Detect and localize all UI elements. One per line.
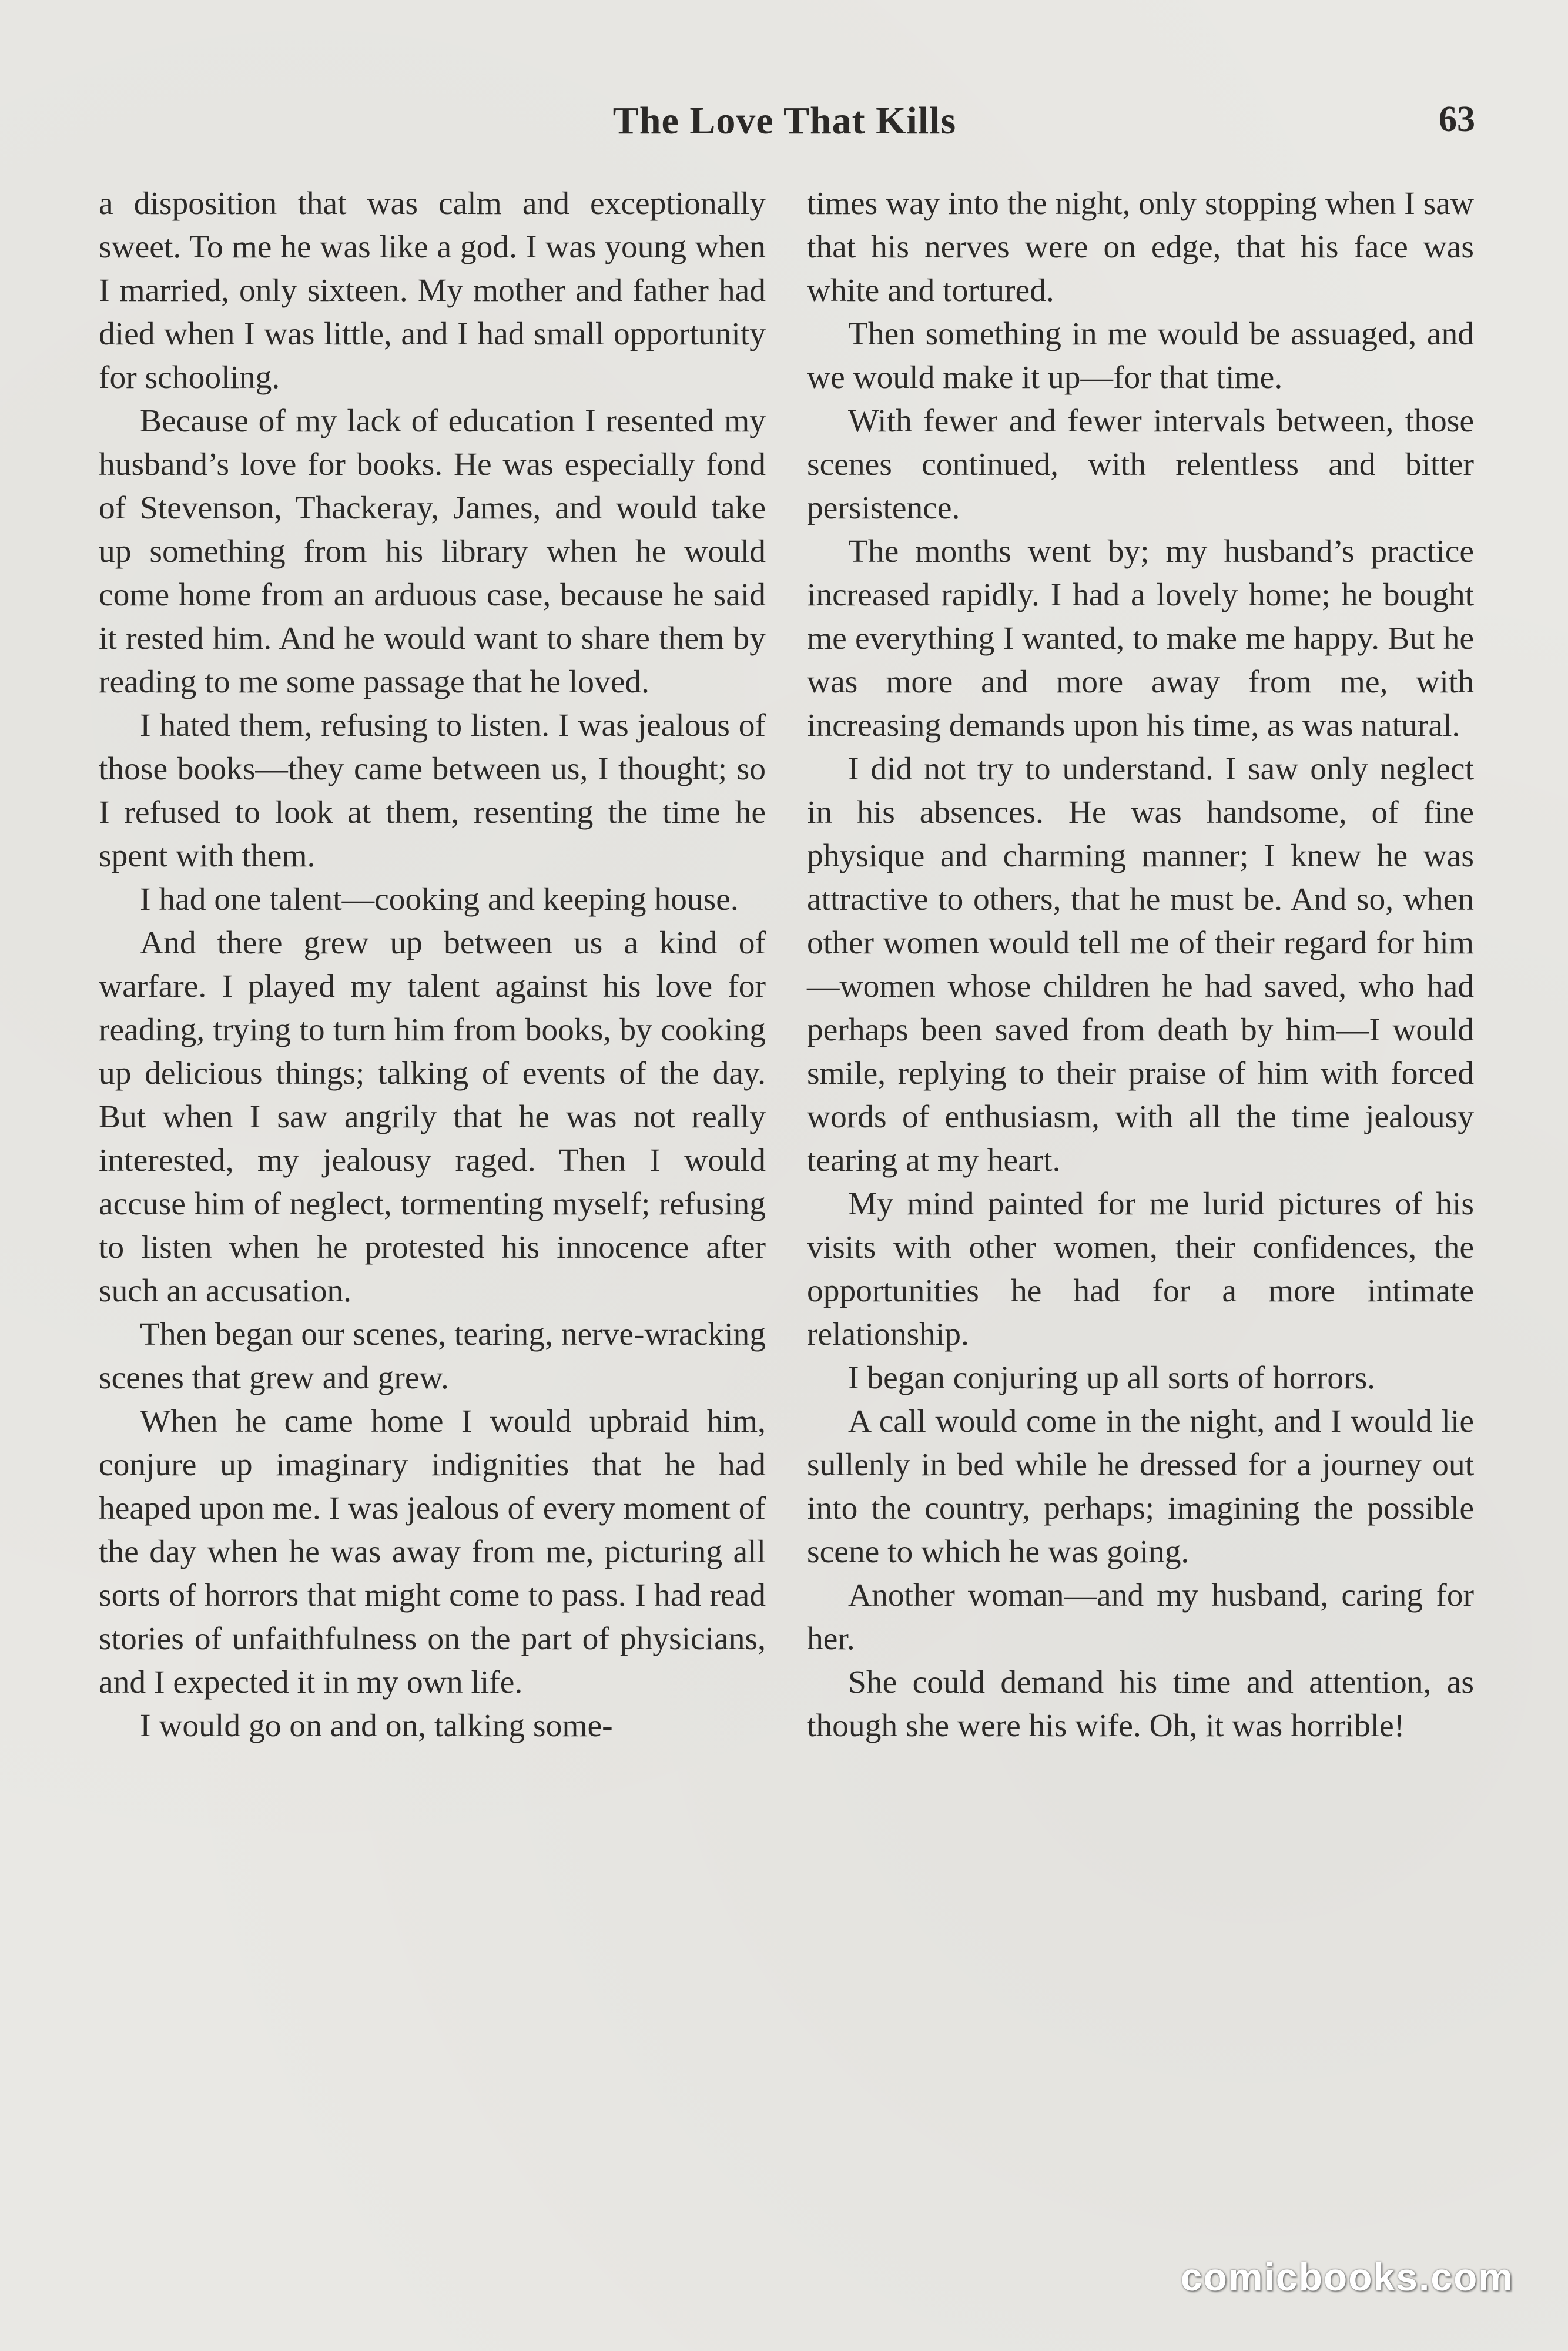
paragraph: I hated them, refusing to listen. I was jealous of those books—they came between us, I thought; so I refused to look at them, resenting the time he spent with them. [99, 708, 766, 874]
running-head [94, 88, 1475, 153]
paragraph: My mind painted for me lurid pictures of his visits with other women, their confidences, the opportunities he had for a more intimate relationship. [807, 1186, 1474, 1352]
paragraph: Then began our scenes, tearing, nerve-wracking scenes that grew and grew. [99, 1317, 766, 1396]
paragraph: I would go on and on, talking some- [140, 1708, 613, 1744]
paragraph: The months went by; my husband’s practice increased rapidly. I had a lovely home; he bought me everything I wanted, to make me happy. But he was more and more away from me, with increasing demands upon his time, as was natural. [807, 534, 1474, 744]
paragraph: With fewer and fewer intervals between, those scenes continued, with relentless and bitter persistence. [807, 403, 1474, 526]
paragraph: I had one talent—cooking and keeping house. [140, 882, 739, 917]
paragraph: Because of my lack of education I resented my husband’s love for books. He was especially fond of Stevenson, Thackeray, James, and would take up something from his library when he would come home from an arduous case, because he said it rested him. And he would want to share them by reading to me some passage that he loved. [99, 403, 766, 700]
paragraph: a disposition that was calm and exceptionally sweet. To me he was like a god. I was young when I married, only sixteen. My mother and father had died when I was little, and I had small opportunity for schooling. [99, 186, 766, 396]
watermark: comicbooks.com [1180, 2255, 1514, 2299]
text-column-left [99, 182, 766, 1748]
paragraph: Another woman—and my husband, caring for her. [807, 1578, 1474, 1657]
page-number: 63 [1439, 99, 1475, 139]
paragraph: And there grew up between us a kind of warfare. I played my talent against his love for reading, trying to turn him from books, by cooking up delicious things; talking of events of the day. But when I saw angrily that he was not really interested, my jealousy raged. Then I would accuse him of neglect, tormenting myself; refusing to listen when he protested his innocence after such an accusation. [99, 925, 766, 1309]
page-title: The Love That Kills [612, 99, 957, 142]
paragraph: I did not try to understand. I saw only neglect in his absences. He was handsome, of fine physique and charming manner; I knew he was attractive to others, that he must be. And so, when other women would tell me of their regard for him—women whose children he had saved, who had perhaps been saved from death by him—I would smile, replying to their praise of him with forced words of enthusiasm, with all the time jealousy tearing at my heart. [807, 751, 1474, 1178]
paragraph: Then something in me would be assuaged, and we would make it up—for that time. [807, 316, 1474, 396]
paragraph: She could demand his time and attention, as though she were his wife. Oh, it was horrible! [807, 1665, 1474, 1744]
paragraph: When he came home I would upbraid him, conjure up imaginary indignities that he had heaped upon me. I was jealous of every moment of the day when he was away from me, picturing all sorts of horrors that might come to pass. I had read stories of unfaithfulness on the part of physicians, and I expected it in my own life. [99, 1404, 766, 1700]
paragraph: A call would come in the night, and I would lie sullenly in bed while he dressed for a journey out into the country, perhaps; imagining the possible scene to which he was going. [807, 1404, 1474, 1570]
paragraph: times way into the night, only stopping when I saw that his nerves were on edge, that his face was white and tortured. [807, 186, 1474, 309]
paragraph: I began conjuring up all sorts of horrors. [848, 1360, 1376, 1396]
text-column-right [807, 182, 1474, 1748]
